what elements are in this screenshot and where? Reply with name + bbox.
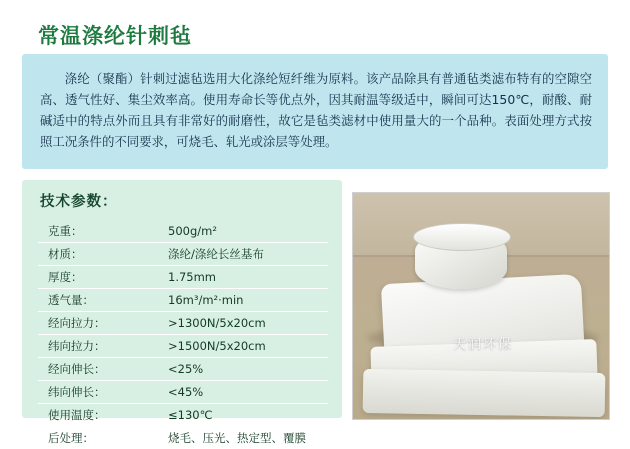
spec-label: 纬向拉力： [38, 335, 160, 358]
table-row [38, 289, 328, 312]
spec-value: 1.75mm [160, 266, 328, 289]
table-row [38, 358, 328, 381]
spec-value: 500g/m² [160, 220, 328, 243]
spec-value: 烧毛、压光、热定型、覆膜 [160, 427, 328, 449]
specifications-heading: 技术参数： [40, 190, 118, 211]
spec-label: 材质： [38, 243, 160, 266]
spec-label: 透气量： [38, 289, 160, 312]
spec-value: >1500N/5x20cm [160, 335, 328, 358]
spec-label: 使用温度： [38, 404, 160, 427]
specifications-panel [22, 180, 342, 418]
intro-paragraph: 涤纶（聚酯）针刺过滤毡选用大化涤纶短纤维为原料。该产品除具有普通毡类滤布特有的空隙空高、透气性好、集尘效率高。使用寿命长等优点外，因其耐温等级适中，瞬间可达150℃，耐酸、耐碱适中的特点外而且具有非常好的耐磨性，故它是毡类滤材中使用量大的一个品种。表面处理方式按照工况条件的不同要求，可烧毛、轧光或涂层等处理。 [40, 68, 592, 152]
filter-bag-ring [413, 223, 511, 251]
spec-value: <25% [160, 358, 328, 381]
spec-label: 纬向伸长： [38, 381, 160, 404]
filter-bag-fold [363, 369, 606, 417]
table-row [38, 312, 328, 335]
spec-label: 经向伸长： [38, 358, 160, 381]
product-photo [352, 192, 610, 420]
spec-label: 经向拉力： [38, 312, 160, 335]
intro-panel [22, 54, 608, 169]
spec-label: 克重： [38, 220, 160, 243]
table-row [38, 335, 328, 358]
spec-label: 后处理： [38, 427, 160, 449]
spec-value: <45% [160, 381, 328, 404]
spec-value: >1300N/5x20cm [160, 312, 328, 335]
table-row [38, 220, 328, 243]
spec-value: 涤纶/涤纶长丝基布 [160, 243, 328, 266]
table-row [38, 427, 328, 449]
table-row [38, 266, 328, 289]
table-row [38, 381, 328, 404]
table-row [38, 243, 328, 266]
photo-watermark: 天润环保 [453, 333, 513, 352]
spec-value: 16m³/m²·min [160, 289, 328, 312]
table-row [38, 404, 328, 427]
spec-label: 厚度： [38, 266, 160, 289]
spec-value: ≤130℃ [160, 404, 328, 427]
page-title: 常温涤纶针刺毡 [38, 20, 192, 50]
specifications-table [38, 220, 328, 449]
